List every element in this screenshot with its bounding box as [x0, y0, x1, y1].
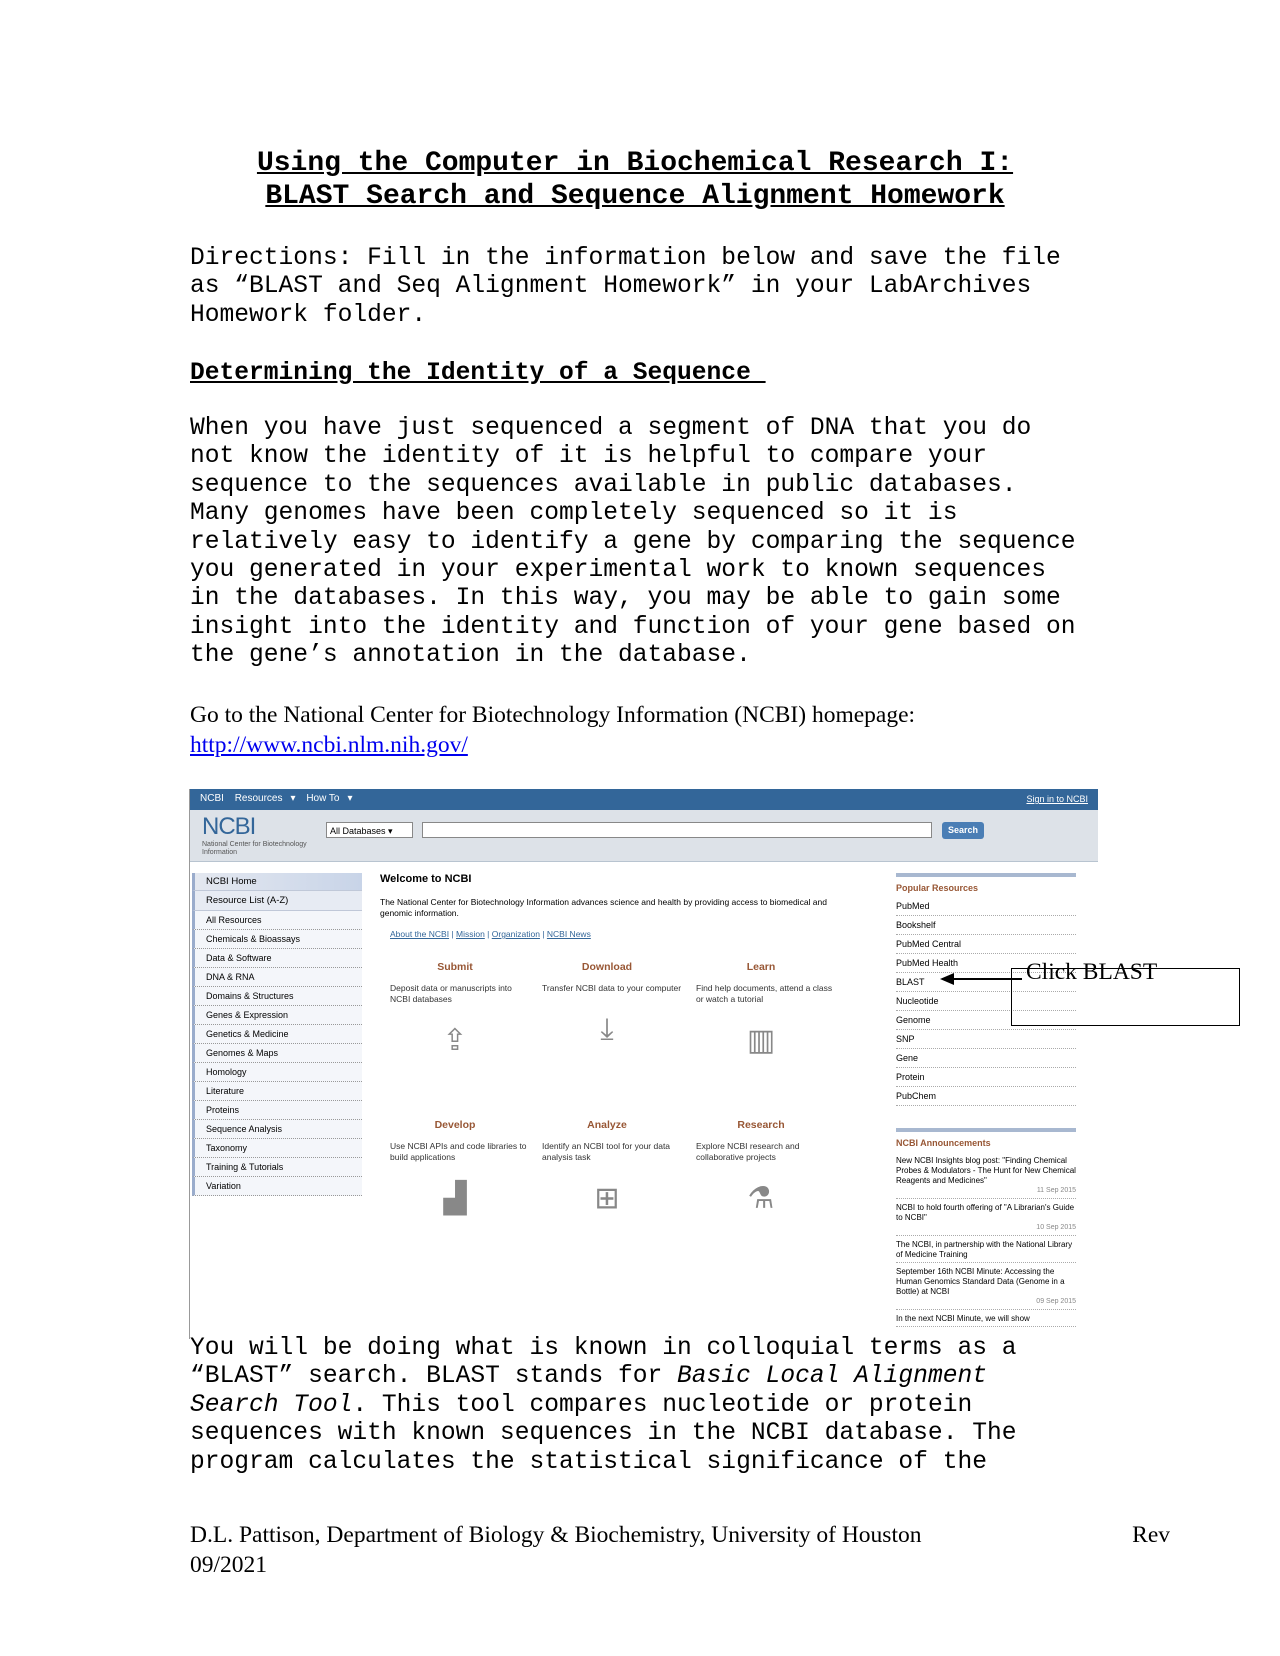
- announcement-date: 11 Sep 2015: [1036, 1187, 1076, 1194]
- document-title: [190, 147, 1080, 213]
- chevron-down-icon: ▾: [347, 793, 353, 804]
- tile-download[interactable]: [532, 961, 682, 1048]
- chart-icon: ⊞: [594, 1182, 620, 1215]
- microscope-icon: ⚗: [747, 1182, 775, 1215]
- books-icon: ▥: [746, 1024, 776, 1057]
- blocks-icon: ▟: [443, 1182, 467, 1215]
- announcement-text: New NCBI Insights blog post: "Finding Chemical Probes & Modulators - The Hunt for New Chemical Reagents and Medicines": [896, 1156, 1076, 1185]
- announcement-text: September 16th NCBI Minute: Accessing the Human Genomics Standard Data (Genome in a Bottle) at NCBI: [896, 1267, 1065, 1296]
- popular-resources-header: Popular Resources: [896, 873, 1076, 897]
- mission-link[interactable]: Mission: [456, 929, 485, 939]
- signin-link[interactable]: Sign in to NCBI: [1026, 794, 1088, 804]
- tile-desc: Explore NCBI research and collaborative projects: [696, 1141, 800, 1162]
- announcement-text: NCBI to hold fourth offering of "A Librarian's Guide to NCBI": [896, 1203, 1075, 1222]
- announcement-item[interactable]: [896, 1263, 1076, 1310]
- tile-desc: Use NCBI APIs and code libraries to build applications: [390, 1141, 527, 1162]
- tile-develop[interactable]: [380, 1119, 530, 1217]
- footer: [190, 1520, 1170, 1580]
- resource-link[interactable]: Gene: [896, 1049, 1076, 1068]
- blast-paragraph: [190, 1335, 1110, 1477]
- search-button[interactable]: Search: [942, 822, 984, 839]
- announcement-text: The NCBI, in partnership with the National Library of Medicine Training: [896, 1240, 1073, 1259]
- nav-item[interactable]: Proteins: [192, 1101, 362, 1120]
- arrow-left-icon: [940, 971, 1022, 987]
- left-nav: [192, 873, 362, 1196]
- footer-date: 09/2021: [190, 1552, 268, 1578]
- announcement-text: In the next NCBI Minute, we will show: [896, 1314, 1030, 1323]
- nav-item[interactable]: Chemicals & Bioassays: [192, 930, 362, 949]
- right-column: [896, 873, 1076, 1327]
- resource-link[interactable]: PubChem: [896, 1087, 1076, 1106]
- blast-link[interactable]: BLAST: [896, 973, 1076, 992]
- nav-item[interactable]: Sequence Analysis: [192, 1120, 362, 1139]
- ncbi-logo-text: NCBI: [202, 813, 256, 840]
- footer-rev: Rev: [1132, 1522, 1170, 1548]
- tile-learn[interactable]: [686, 961, 836, 1059]
- nav-item[interactable]: Genetics & Medicine: [192, 1025, 362, 1044]
- announcement-item[interactable]: [896, 1152, 1076, 1199]
- tile-desc: Find help documents, attend a class or watch a tutorial: [696, 983, 833, 1004]
- news-link[interactable]: NCBI News: [546, 929, 591, 939]
- database-select[interactable]: All Databases ▾: [326, 822, 413, 838]
- announcement-item[interactable]: [896, 1199, 1076, 1236]
- nav-item[interactable]: Genomes & Maps: [192, 1044, 362, 1063]
- blast-para-emphasis: Basic Local Alignment Search Tool: [190, 1363, 987, 1419]
- tile-submit[interactable]: [380, 961, 530, 1059]
- tile-title: Submit: [437, 961, 473, 973]
- ncbi-brand[interactable]: NCBI: [200, 793, 224, 804]
- nav-item[interactable]: Domains & Structures: [192, 987, 362, 1006]
- welcome-section: [380, 873, 840, 939]
- nav-item[interactable]: DNA & RNA: [192, 968, 362, 987]
- chevron-down-icon: ▾: [290, 793, 296, 804]
- ncbi-logo-subtitle: National Center for Biotechnology Information: [202, 841, 307, 856]
- blast-para-part-c: . This tool compares nucleotide or protein sequences with known sequences in the NCBI database. The program calculates the statistical significance of the: [190, 1391, 1017, 1476]
- ncbi-search-bar: [190, 810, 1098, 862]
- announcements-header: NCBI Announcements: [896, 1128, 1076, 1152]
- announcement-date: 09 Sep 2015: [1036, 1298, 1076, 1305]
- section-heading: Determining the Identity of a Sequence: [190, 360, 766, 387]
- intro-paragraph: When you have just sequenced a segment of DNA that you do not know the identity of it is helpful to compare your sequence to the sequences available in public databases. Many genomes have been completely sequenced so it is relatively easy to identify a gene by comparing the sequence you generated in your experimental work to known sequences in the databases. In this way, you may be able to gain some insight into the identity and function of your gene based on the gene’s annotation in the database.: [190, 415, 1076, 670]
- nav-item[interactable]: Literature: [192, 1082, 362, 1101]
- tile-desc: Deposit data or manuscripts into NCBI databases: [390, 983, 512, 1004]
- ncbi-screenshot: [189, 789, 1098, 1339]
- resource-link[interactable]: PubMed: [896, 897, 1076, 916]
- tile-research[interactable]: [686, 1119, 836, 1217]
- database-select-value: All Databases: [330, 826, 386, 836]
- organization-link[interactable]: Organization: [491, 929, 540, 939]
- resource-link[interactable]: Bookshelf: [896, 916, 1076, 935]
- tile-desc: Transfer NCBI data to your computer: [542, 983, 682, 993]
- ncbi-logo[interactable]: [202, 813, 312, 857]
- upload-icon: ⇪: [442, 1024, 468, 1057]
- blast-para-part-a: You will be doing what is known in colloquial terms as a “BLAST” search. BLAST stands for: [190, 1335, 1017, 1391]
- title-line-1: Using the Computer in Biochemical Research I:: [256, 148, 1014, 179]
- title-line-2: BLAST Search and Sequence Alignment Homework: [265, 181, 1005, 212]
- ncbi-homepage-link[interactable]: http://www.ncbi.nlm.nih.gov/: [190, 732, 468, 758]
- resource-link[interactable]: Protein: [896, 1068, 1076, 1087]
- nav-ncbi-home[interactable]: NCBI Home: [192, 873, 362, 890]
- directions-paragraph: Directions: Fill in the information below and save the file as “BLAST and Seq Alignment Homework” in your LabArchives Homework folder.: [190, 245, 1061, 329]
- goto-text: Go to the National Center for Biotechnology Information (NCBI) homepage:: [190, 702, 916, 728]
- nav-item[interactable]: Genes & Expression: [192, 1006, 362, 1025]
- about-link[interactable]: About the NCBI: [390, 929, 450, 939]
- nav-item[interactable]: All Resources: [192, 911, 362, 930]
- announcement-date: 10 Sep 2015: [1036, 1224, 1076, 1231]
- nav-item[interactable]: Data & Software: [192, 949, 362, 968]
- nav-item[interactable]: Taxonomy: [192, 1139, 362, 1158]
- announcement-item[interactable]: [896, 1236, 1076, 1263]
- goto-paragraph: [190, 700, 915, 760]
- announcement-item[interactable]: [896, 1310, 1076, 1327]
- nav-item[interactable]: Variation: [192, 1177, 362, 1196]
- tile-desc: Identify an NCBI tool for your data analysis task: [542, 1141, 671, 1162]
- download-icon: ⤓: [600, 1013, 614, 1046]
- nav-item[interactable]: Homology: [192, 1063, 362, 1082]
- about-links: About the NCBI | Mission | Organization | NCBI News: [390, 929, 591, 939]
- tile-title: Download: [581, 961, 633, 973]
- callout-text: Click BLAST: [1026, 959, 1158, 985]
- nav-resource-list[interactable]: Resource List (A-Z): [192, 890, 362, 911]
- howto-menu[interactable]: How To: [306, 793, 340, 804]
- resource-link[interactable]: PubMed Health: [896, 954, 1076, 973]
- resources-menu[interactable]: Resources: [234, 793, 283, 804]
- ncbi-topbar: [190, 789, 1098, 810]
- nav-item[interactable]: Training & Tutorials: [192, 1158, 362, 1177]
- welcome-heading: Welcome to NCBI: [380, 873, 472, 885]
- tile-title: Research: [737, 1119, 785, 1131]
- welcome-description: The National Center for Biotechnology Information advances science and health by providing access to biomedical and genomic information.: [380, 897, 827, 918]
- search-input[interactable]: [422, 822, 932, 838]
- footer-author: D.L. Pattison, Department of Biology & Biochemistry, University of Houston: [190, 1522, 922, 1548]
- tile-analyze[interactable]: [532, 1119, 682, 1217]
- tile-title: Analyze: [587, 1119, 627, 1131]
- resource-link[interactable]: Nucleotide: [896, 992, 1076, 1011]
- resource-link[interactable]: PubMed Central: [896, 935, 1076, 954]
- resource-link[interactable]: SNP: [896, 1030, 1076, 1049]
- tile-title: Develop: [434, 1119, 476, 1131]
- tile-title: Learn: [746, 961, 776, 973]
- resource-link[interactable]: Genome: [896, 1011, 1076, 1030]
